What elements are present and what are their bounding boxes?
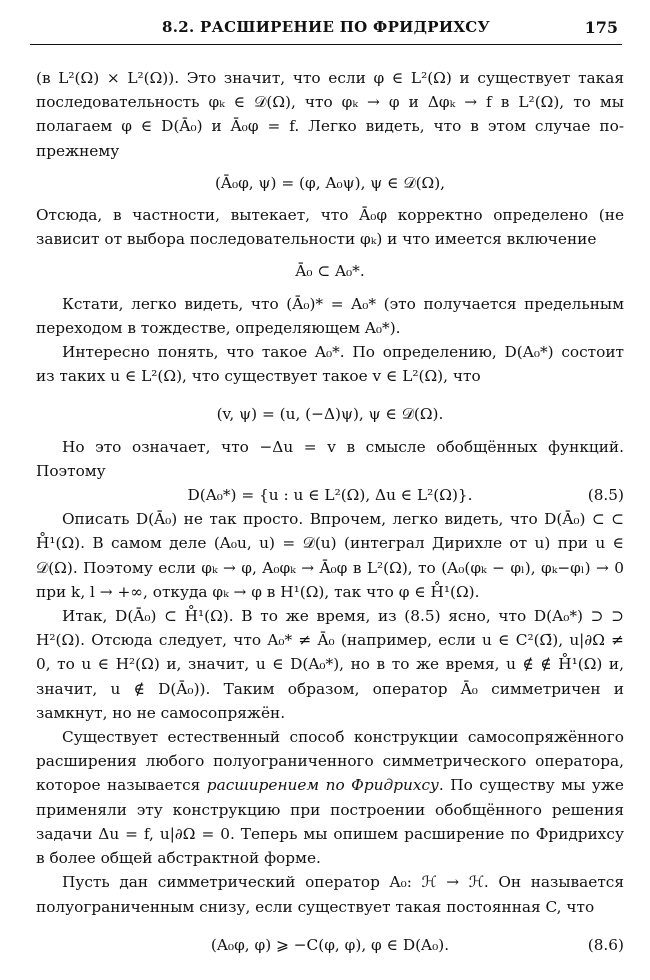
- equation-body: D(A₀*) = {u : u ∈ L²(Ω), Δu ∈ L²(Ω)}.: [187, 486, 473, 505]
- section-title: 8.2. РАСШИРЕНИЕ ПО ФРИДРИХСУ: [162, 18, 490, 36]
- equation: [36, 402, 624, 426]
- paragraph: (в L²(Ω) × L²(Ω)). Это значит, что если φ ∈ L²(Ω) и существует такая последовательность φₖ ∈ 𝒟(Ω), что φₖ → φ и Δφₖ → f в L²(Ω), то мы полагаем φ ∈ D(Ā₀) и Ā₀φ = f. Легко видеть, что в этом случае по-прежнему: [36, 69, 624, 160]
- equation-8-6: [36, 933, 624, 957]
- equation-body: (v, ψ) = (u, (−Δ)ψ), ψ ∈ 𝒟(Ω).: [216, 405, 444, 424]
- paragraph-text: Существует естественный способ конструкции самосопряжённого расширения любого полуограниченного симметрического оператора, которое называется: [36, 728, 624, 795]
- page-number: 175: [584, 18, 618, 37]
- paragraph: Но это означает, что −Δu = v в смысле обобщённых функций. Поэтому: [36, 437, 624, 480]
- equation-number: (8.6): [587, 935, 624, 954]
- paragraph: Интересно понять, что такое A₀*. По определению, D(A₀*) состоит из таких u ∈ L²(Ω), что существует такое v ∈ L²(Ω), что: [36, 343, 624, 386]
- equation: [36, 259, 624, 283]
- paragraph: Кстати, легко видеть, что (Ā₀)* = A₀* (это получается предельным переходом в тождестве, определяющем A₀*).: [36, 294, 624, 337]
- equation: [36, 171, 624, 195]
- equation-body: (Ā₀φ, ψ) = (φ, A₀ψ), ψ ∈ 𝒟(Ω),: [214, 173, 446, 192]
- running-header: [30, 14, 622, 45]
- equation-8-5: [36, 483, 624, 507]
- paragraph: Пусть дан симметрический оператор A₀: ℋ → ℋ. Он называется полуограниченным снизу, если существует такая постоянная C, что: [36, 873, 624, 916]
- paragraph: Итак, D(Ā₀) ⊂ H̊¹(Ω). В то же время, из (8.5) ясно, что D(A₀*) ⊃ ⊃ H²(Ω). Отсюда следует, что A₀* ≠ Ā₀ (например, если u ∈ C²(Ω̄), u|∂Ω ≠ 0, то u ∈ H²(Ω) и, значит, u ∈ D(A₀*), но в то же время, u ∉ ∉ H̊¹(Ω) и, значит, u ∉ D(Ā₀)). Таким образом, оператор Ā₀ симметричен и замкнут, но не самосопряжён.: [36, 607, 624, 722]
- equation-number: (8.5): [587, 486, 624, 505]
- equation-body: (A₀φ, φ) ⩾ −C(φ, φ), φ ∈ D(A₀).: [210, 935, 450, 954]
- page-body: [36, 66, 624, 957]
- paragraph: Отсюда, в частности, вытекает, что Ā₀φ корректно определено (не зависит от выбора последовательности φₖ) и что имеется включение: [36, 206, 624, 249]
- equation-body: Ā₀ ⊂ A₀*.: [295, 262, 365, 281]
- paragraph-text: . По существу мы уже применяли эту конструкцию при построении обобщённого решения задачи Δu = f, u|∂Ω = 0. Теперь мы опишем расширение по Фридрихсу в более общей абстрактной форме.: [36, 776, 624, 868]
- paragraph: [36, 725, 624, 870]
- term-friedrichs-extension: расширением по Фридрихсу: [206, 776, 439, 795]
- paragraph: Описать D(Ā₀) не так просто. Впрочем, легко видеть, что D(Ā₀) ⊂ ⊂ H̊¹(Ω). В самом деле (A₀u, u) = 𝒟(u) (интеграл Дирихле от u) при u ∈ 𝒟(Ω). Поэтому если φₖ → φ, A₀φₖ → Ā₀φ в L²(Ω), то (A₀(φₖ − φₗ), φₖ−φₗ) → 0 при k, l → +∞, откуда φₖ → φ в H¹(Ω), так что φ ∈ H̊¹(Ω).: [36, 510, 624, 601]
